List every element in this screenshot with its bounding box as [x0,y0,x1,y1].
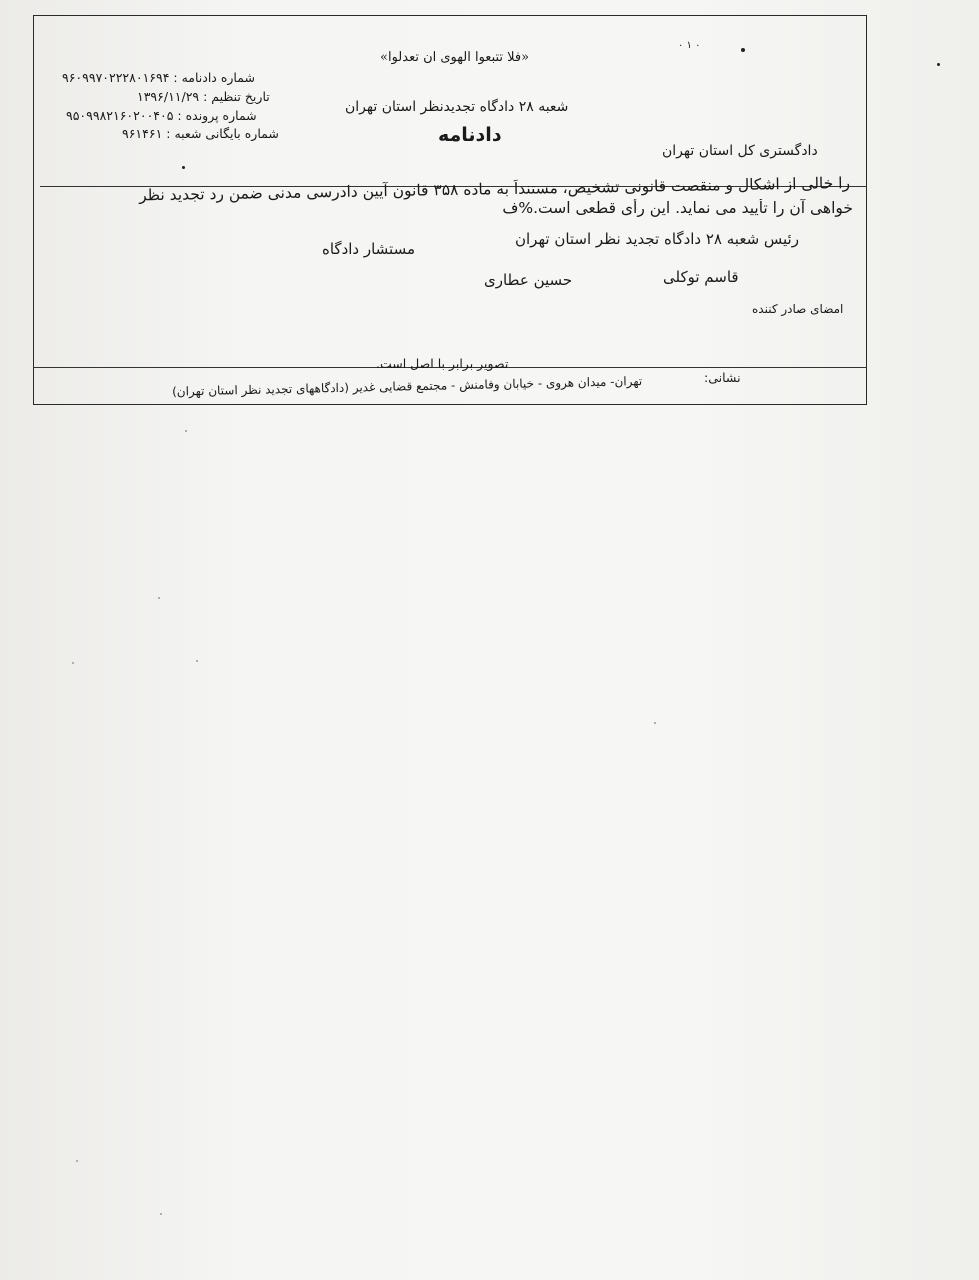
issue-date: تاریخ تنظیم : ۱۳۹۶/۱۱/۲۹ [137,89,270,104]
verdict-text-line-1: را خالی از اشکال و منقصت قانونی تشخیص، مستنداً به ماده ۳۵۸ قانون آیین دادرسی مدنی ضمن رد تجدید نظر [138,174,851,205]
ink-speck [937,63,940,66]
court-counsel-title: مستشار دادگاه [322,240,416,258]
scan-artifact [185,430,187,432]
issuer-signature-label: امضای صادر کننده [752,302,844,316]
scan-artifact [158,597,160,599]
court-counsel-name: حسین عطاری [484,271,573,289]
address-label: نشانی: [704,370,741,385]
verdict-text-line-2: خواهی آن را تأیید می نماید. این رأی قطعی است.%ف [502,199,853,217]
branch-head-name: قاسم توکلی [663,268,739,286]
scan-artifact [76,1160,78,1162]
document-title: دادنامه [438,124,502,146]
scan-artifact [72,662,74,664]
verdict-number: شماره دادنامه : ۹۶۰۹۹۷۰۲۲۲۸۰۱۶۹۴ [62,70,255,85]
court-name: دادگستری کل استان تهران [662,143,818,159]
page-marks: ۰ ۱ ۰ [678,40,701,51]
ink-speck [182,166,185,169]
scan-artifact [160,1213,162,1215]
address-text: تهران- میدان هروی - خیابان وفامنش - مجتمع قضایی غدیر (دادگاههای تجدید نظر استان تهران) [171,374,643,399]
copy-certification: تصویر برابر با اصل است. [376,356,509,371]
branch-head-title: رئیس شعبه ۲۸ دادگاه تجدید نظر استان تهران [515,230,799,248]
archive-number: شماره بایگانی شعبه : ۹۶۱۴۶۱ [122,126,279,141]
scan-artifact [196,660,198,662]
verse-quote: «فلا تتبعوا الهوى ان تعدلوا» [380,50,530,65]
scan-artifact [654,722,656,724]
branch-title: شعبه ۲۸ دادگاه تجدیدنظر استان تهران [345,99,569,115]
ink-speck [741,48,745,52]
case-number: شماره پرونده : ۹۵۰۹۹۸۲۱۶۰۲۰۰۴۰۵ [66,108,257,123]
